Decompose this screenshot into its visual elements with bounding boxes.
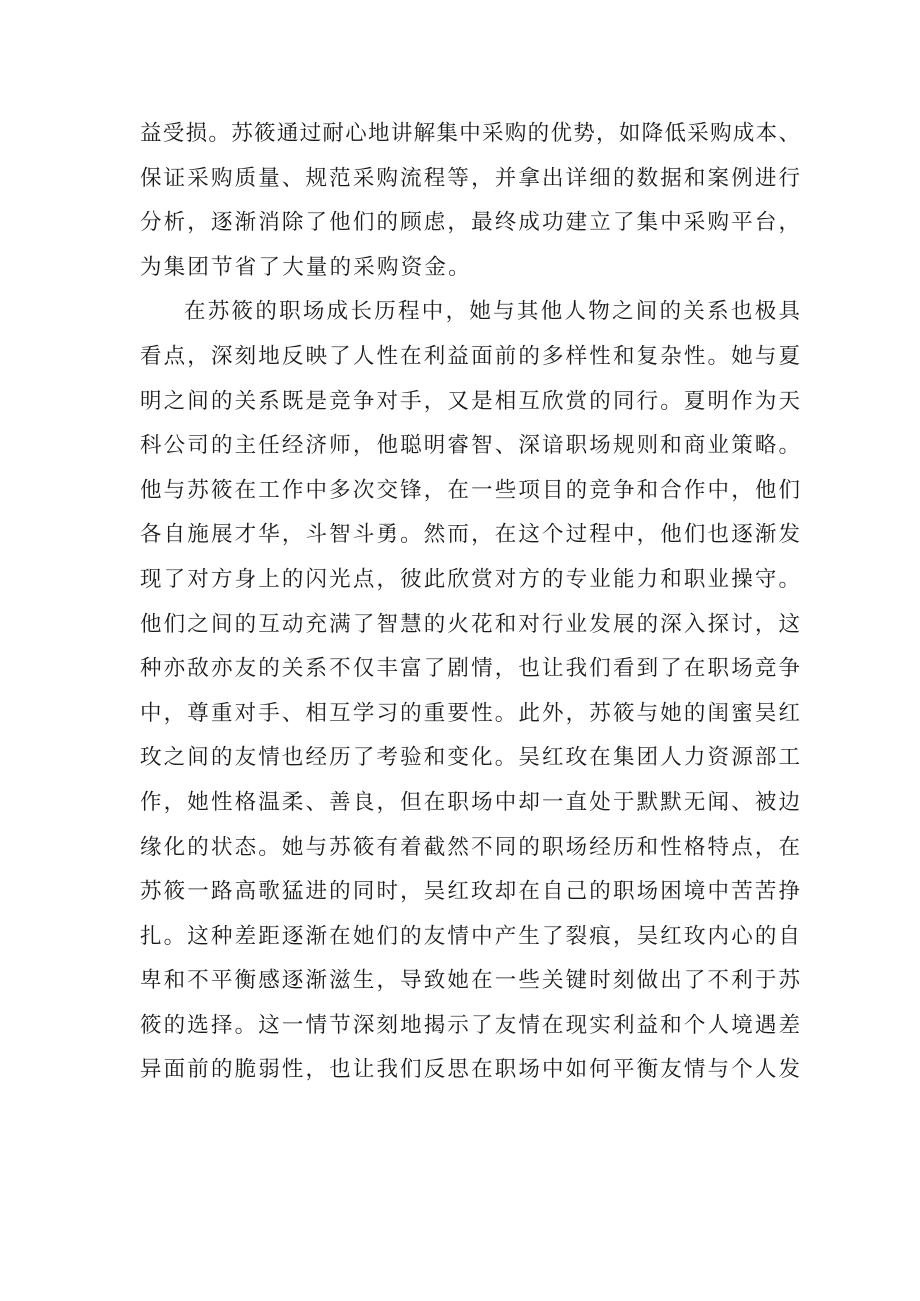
paragraph-line: 现了对方身上的闪光点，彼此欣赏对方的专业能力和职业操守。 <box>140 566 800 592</box>
paragraph-line: 筱的选择。这一情节深刻地揭示了友情在现实利益和个人境遇差 <box>140 1012 800 1038</box>
paragraph-line: 作，她性格温柔、善良，但在职场中却一直处于默默无闻、被边 <box>140 789 800 815</box>
paragraph-line: 他与苏筱在工作中多次交锋，在一些项目的竞争和合作中，他们 <box>140 477 800 503</box>
paragraph-line: 益受损。苏筱通过耐心地讲解集中采购的优势，如降低采购成本、 <box>140 121 800 146</box>
paragraph-line: 缘化的状态。她与苏筱有着截然不同的职场经历和性格特点，在 <box>140 834 800 860</box>
paragraph-line: 保证采购质量、规范采购流程等，并拿出详细的数据和案例进行 <box>140 165 800 191</box>
paragraph-line: 他们之间的互动充满了智慧的火花和对行业发展的深入探讨，这 <box>140 611 800 637</box>
paragraph-1 <box>140 112 800 290</box>
paragraph-line: 为集团节省了大量的采购资金。 <box>140 254 472 280</box>
paragraph-line: 扎。这种差距逐渐在她们的友情中产生了裂痕，吴红玫内心的自 <box>140 923 800 949</box>
paragraph-line: 种亦敌亦友的关系不仅丰富了剧情，也让我们看到了在职场竞争 <box>140 656 800 682</box>
paragraph-line: 苏筱一路高歌猛进的同时，吴红玫却在自己的职场困境中苦苦挣 <box>140 879 800 905</box>
paragraph-line: 分析，逐渐消除了他们的顾虑，最终成功建立了集中采购平台， <box>140 210 800 236</box>
paragraph-line: 各自施展才华，斗智斗勇。然而，在这个过程中，他们也逐渐发 <box>140 522 800 548</box>
paragraph-line: 明之间的关系既是竞争对手，又是相互欣赏的同行。夏明作为天 <box>140 388 800 414</box>
paragraph-line: 科公司的主任经济师，他聪明睿智、深谙职场规则和商业策略。 <box>140 433 800 459</box>
paragraph-line: 异面前的脆弱性，也让我们反思在职场中如何平衡友情与个人发 <box>140 1057 800 1083</box>
paragraph-line: 玫之间的友情也经历了考验和变化。吴红玫在集团人力资源部工 <box>140 745 800 771</box>
paragraph-line: 中，尊重对手、相互学习的重要性。此外，苏筱与她的闺蜜吴红 <box>140 700 800 726</box>
paragraph-2 <box>140 290 800 1093</box>
document-body <box>140 112 800 1093</box>
paragraph-line: 在苏筱的职场成长历程中，她与其他人物之间的关系也极具 <box>184 299 800 325</box>
paragraph-line: 卑和不平衡感逐渐滋生，导致她在一些关键时刻做出了不利于苏 <box>140 968 800 994</box>
paragraph-line: 看点，深刻地反映了人性在利益面前的多样性和复杂性。她与夏 <box>140 343 800 369</box>
